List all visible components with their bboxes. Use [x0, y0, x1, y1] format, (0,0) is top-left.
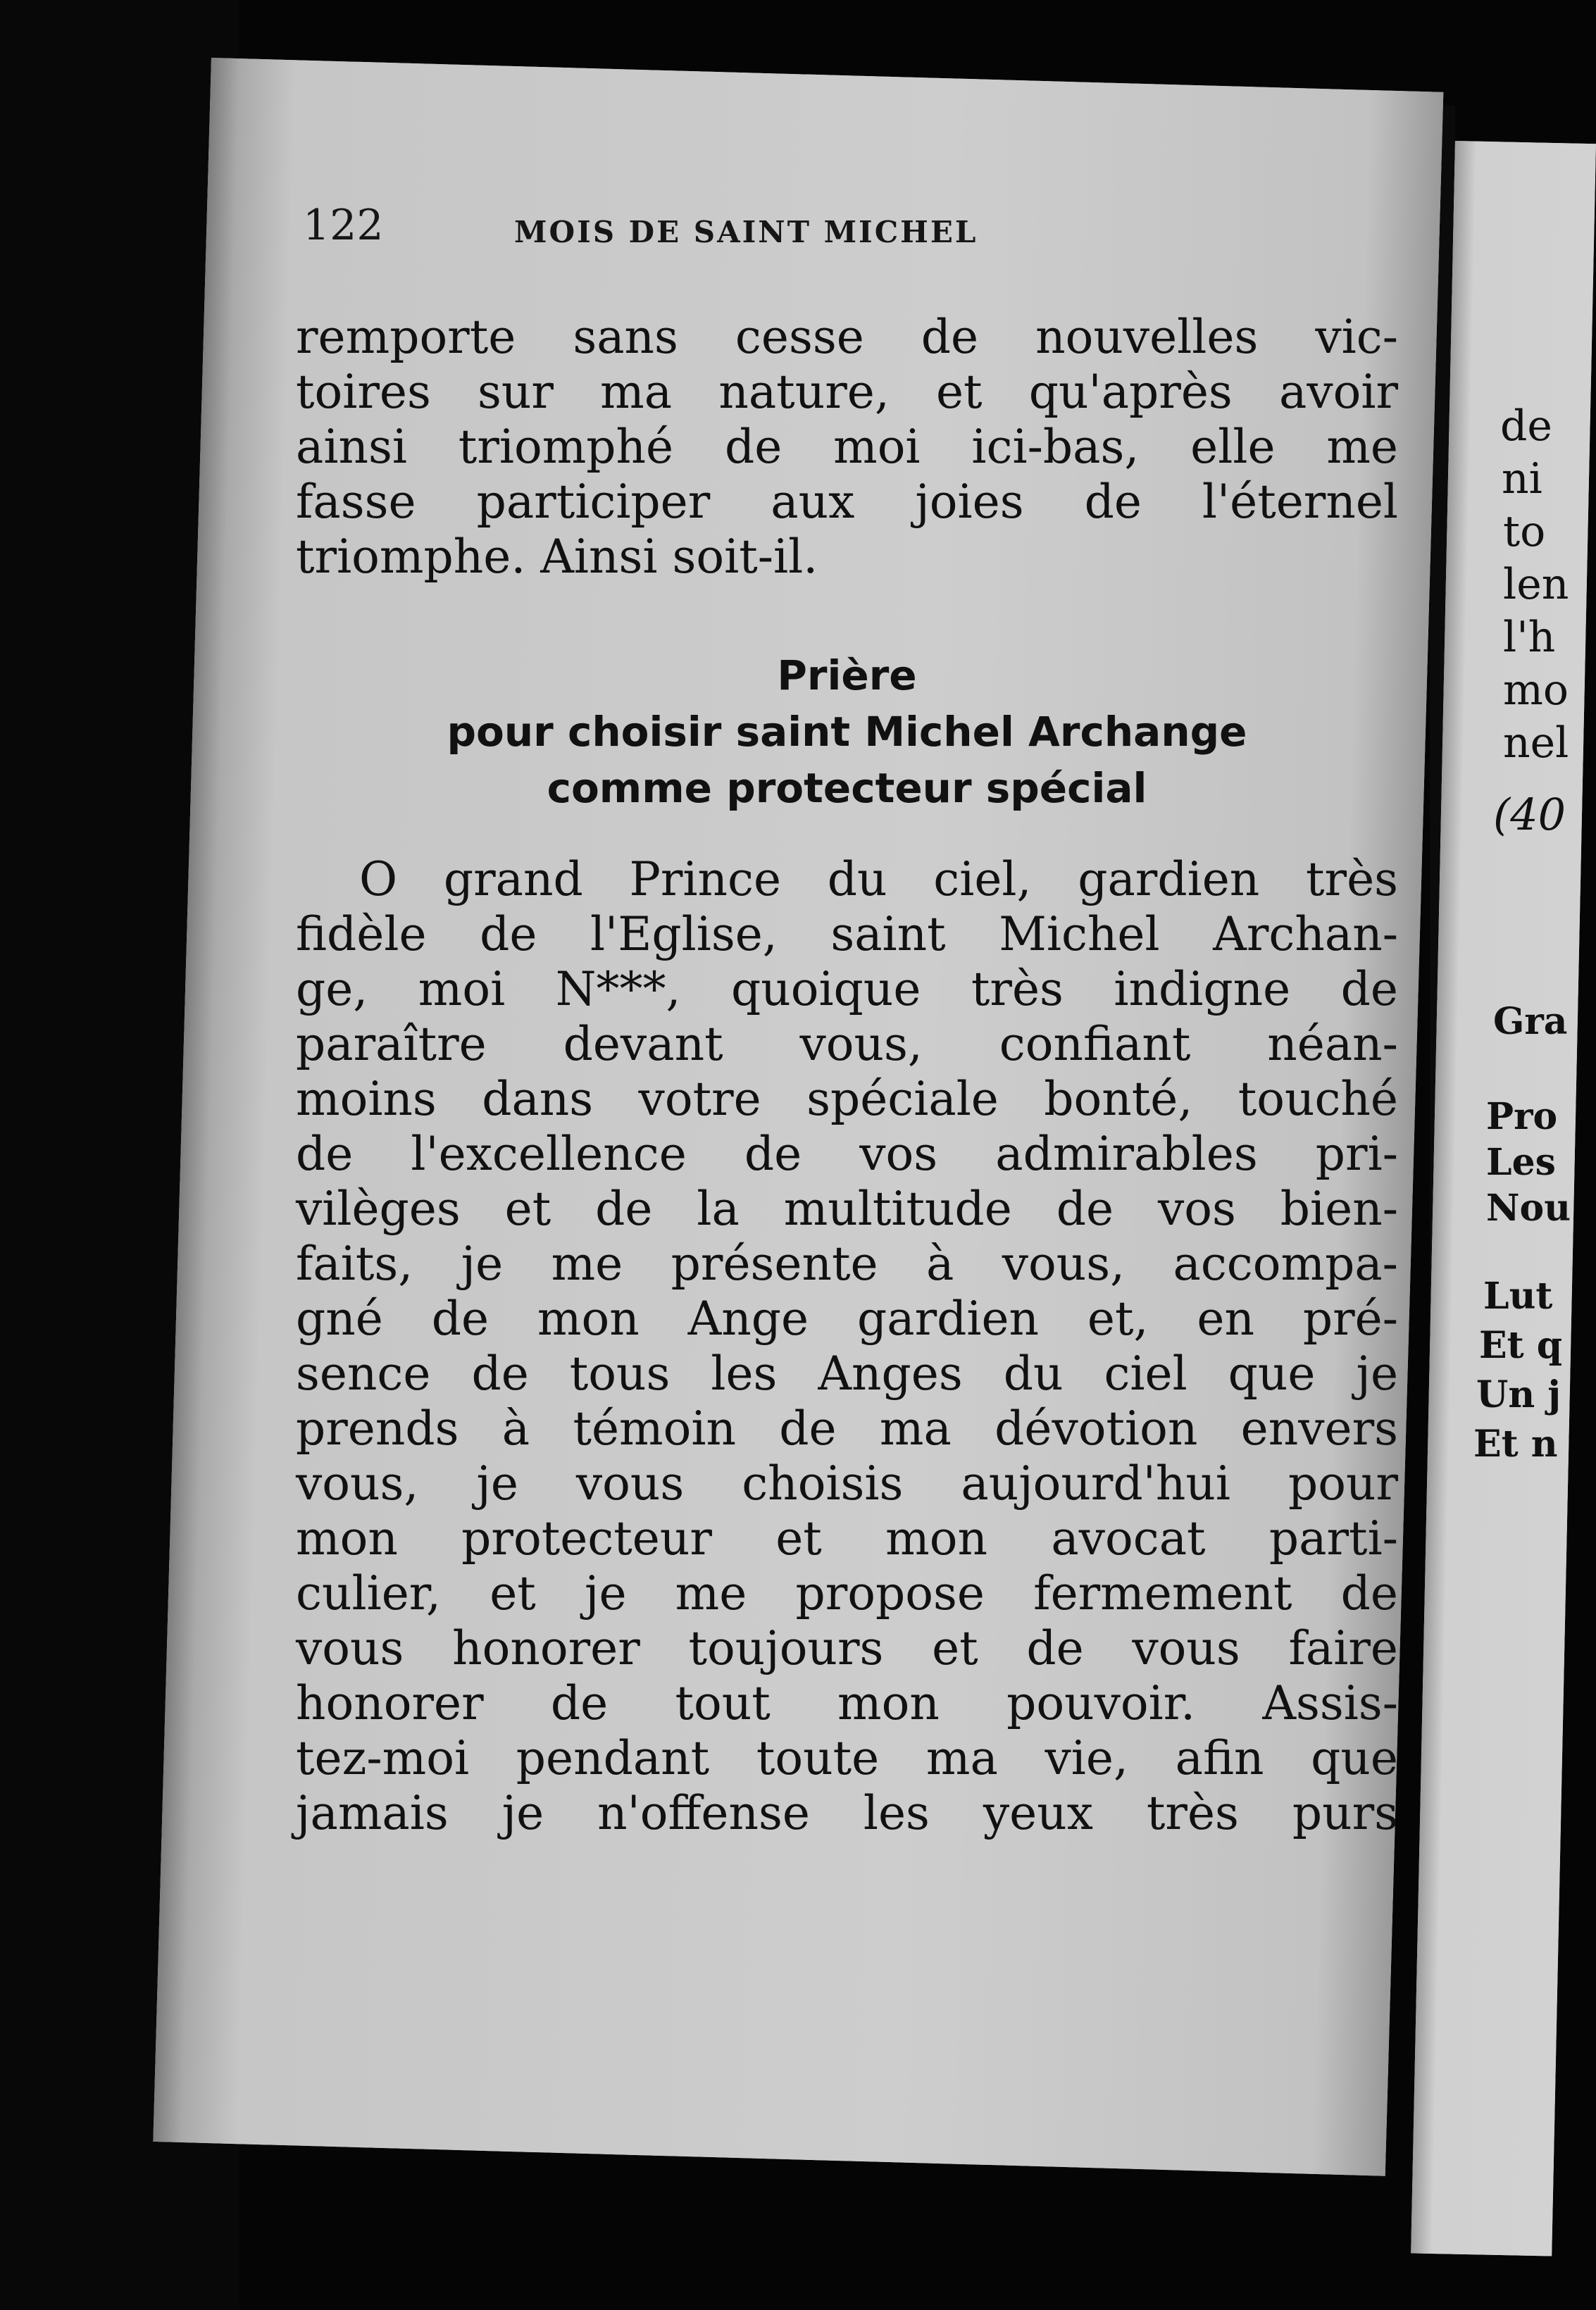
right-page-fragment: Et q: [1479, 1324, 1563, 1367]
text-line: paraître devant vous, confiant néan-: [296, 1017, 1398, 1071]
text-line: faits, je me présente à vous, accompa-: [296, 1237, 1398, 1291]
text-line: gné de mon Ange gardien et, en pré-: [296, 1292, 1398, 1346]
text-line: O grand Prince du ciel, gardien très: [359, 852, 1398, 906]
right-page-fragment: nel: [1503, 718, 1569, 768]
right-page-fragment: to: [1503, 507, 1546, 556]
text-line: vous honorer toujours et de vous faire: [296, 1621, 1398, 1675]
prayer-title: Prière: [777, 651, 917, 699]
running-title: MOIS DE SAINT MICHEL: [514, 215, 978, 249]
text-line: vilèges et de la multitude de vos bien-: [296, 1182, 1398, 1236]
right-page-fragment: de: [1500, 401, 1552, 451]
text-line: remporte sans cesse de nouvelles vic-: [296, 310, 1398, 364]
right-page-fragment: l'h: [1503, 613, 1556, 662]
text-line: toires sur ma nature, et qu'après avoir: [296, 365, 1398, 419]
text-line: culier, et je me propose fermement de: [296, 1566, 1398, 1621]
prayer-paragraph: [296, 852, 1398, 1841]
text-line: fasse participer aux joies de l'éternel: [296, 475, 1398, 529]
text-line: prends à témoin de ma dévotion envers: [296, 1401, 1398, 1456]
text-line: fidèle de l'Eglise, saint Michel Archan-: [296, 907, 1398, 961]
text-line: jamais je n'offense les yeux très purs: [296, 1786, 1398, 1840]
text-line: triomphe. Ainsi soit-il.: [296, 530, 818, 584]
text-line: tez-moi pendant toute ma vie, afin que: [296, 1731, 1398, 1785]
right-page-fragment: Et n: [1473, 1423, 1558, 1466]
text-line: sence de tous les Anges du ciel que je: [296, 1347, 1398, 1401]
text-line: vous, je vous choisis aujourd'hui pour: [296, 1456, 1398, 1511]
right-page-fragment: Lut: [1483, 1275, 1553, 1318]
right-page-fragment: mo: [1503, 666, 1569, 715]
text-line: ainsi triomphé de moi ici-bas, elle me: [296, 420, 1398, 474]
page-number: 122: [303, 201, 384, 250]
running-head: [303, 201, 1204, 264]
text-line: ge, moi N***, quoique très indigne de: [296, 962, 1398, 1016]
closing-paragraph: [296, 310, 1398, 585]
text-line: honorer de tout mon pouvoir. Assis-: [296, 1676, 1398, 1730]
right-page-fragment: Gra: [1493, 1000, 1568, 1043]
text-line: de l'excellence de vos admirables pri-: [296, 1127, 1398, 1181]
right-page-handwriting: (40: [1493, 789, 1566, 840]
right-page-fragment: Les: [1486, 1141, 1556, 1184]
text-line: mon protecteur et mon avocat parti-: [296, 1511, 1398, 1566]
text-line: moins dans votre spéciale bonté, touché: [296, 1072, 1398, 1126]
right-page-fragment: ni: [1502, 454, 1542, 504]
right-page-fragment: len: [1503, 560, 1569, 609]
right-page-fragment: Pro: [1486, 1095, 1558, 1138]
right-page-fragment: Nou: [1486, 1187, 1571, 1230]
prayer-subtitle-line-2: comme protecteur spécial: [547, 764, 1147, 812]
right-page-fragment: Un j: [1476, 1373, 1561, 1416]
prayer-subtitle-line-1: pour choisir saint Michel Archange: [447, 708, 1247, 756]
